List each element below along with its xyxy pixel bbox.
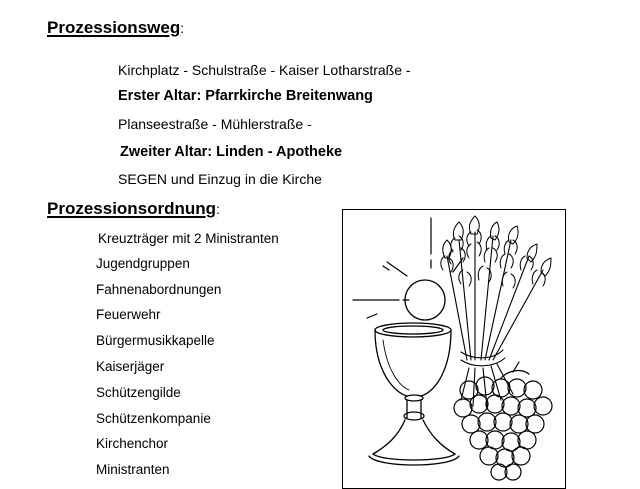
order-item: Ministranten xyxy=(96,462,170,477)
illustration-frame xyxy=(342,209,566,489)
route-heading-colon: : xyxy=(180,20,185,36)
chalice xyxy=(369,323,459,465)
ray-lines xyxy=(353,218,463,318)
route-heading xyxy=(47,18,184,38)
order-item: Kreuzträger mit 2 Ministranten xyxy=(98,231,279,246)
order-item: Feuerwehr xyxy=(96,307,161,322)
order-item: Bürgermusikkapelle xyxy=(96,333,215,348)
order-heading-text: Prozessionsordnung xyxy=(47,199,217,218)
grape-cluster xyxy=(454,362,552,480)
order-heading-colon: : xyxy=(216,201,220,217)
order-item: Schützenkompanie xyxy=(96,411,211,426)
route-line: Kirchplatz - Schulstraße - Kaiser Lotharstraße - xyxy=(118,62,411,78)
order-item: Schützengilde xyxy=(96,385,181,400)
route-line: Planseestraße - Mühlerstraße - xyxy=(118,116,312,132)
route-heading-text: Prozessionsweg xyxy=(47,18,181,37)
order-item: Kaiserjäger xyxy=(96,359,165,374)
chalice-host-wheat-grapes-icon xyxy=(343,210,566,489)
route-line: SEGEN und Einzug in die Kirche xyxy=(118,171,322,187)
order-item: Fahnenabordnungen xyxy=(96,282,222,297)
route-line-altar-1: Erster Altar: Pfarrkirche Breitenwang xyxy=(118,88,373,104)
order-item: Jugendgruppen xyxy=(96,256,190,271)
host-wafer xyxy=(405,280,445,320)
order-item: Kirchenchor xyxy=(96,436,169,451)
order-heading xyxy=(47,199,220,219)
wheat-sheaf xyxy=(441,216,551,406)
route-line-altar-2: Zweiter Altar: Linden - Apotheke xyxy=(120,144,343,160)
